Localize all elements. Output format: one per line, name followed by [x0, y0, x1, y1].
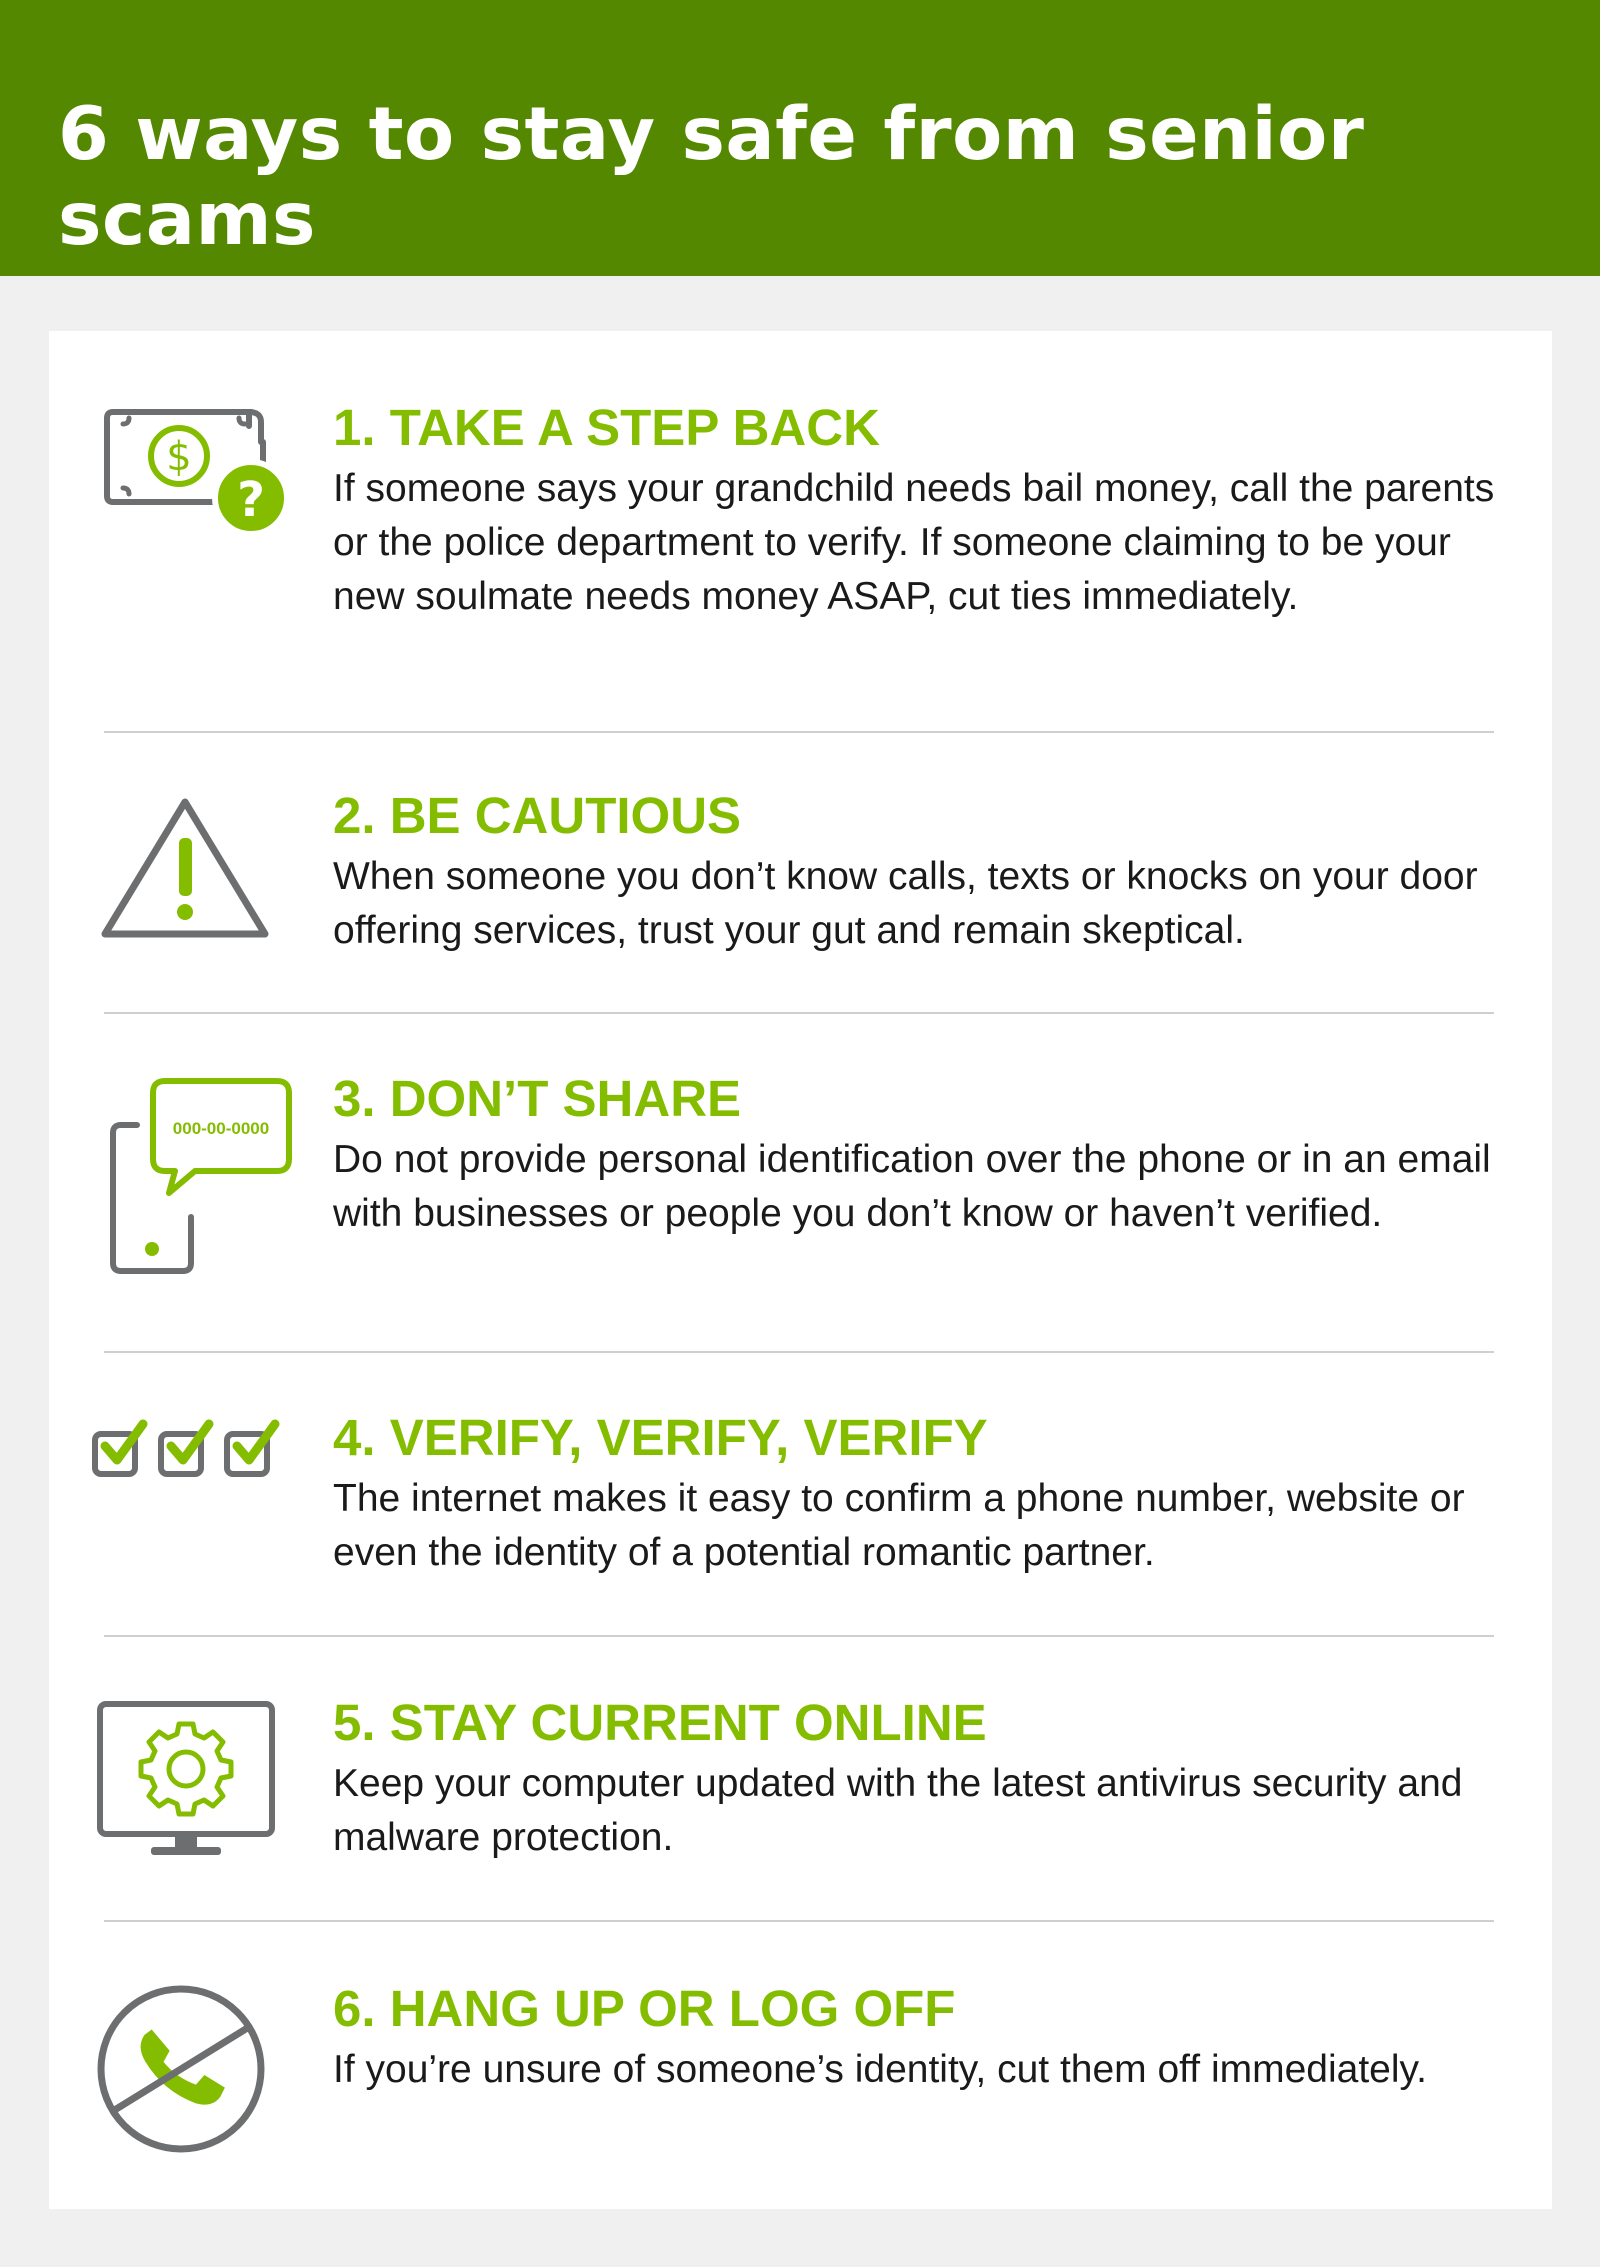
tip-heading: 5. STAY CURRENT ONLINE [333, 1694, 987, 1751]
divider [104, 1351, 1494, 1353]
tip-heading: 2. BE CAUTIOUS [333, 787, 742, 844]
divider [104, 731, 1494, 733]
tip-body: If someone says your grandchild needs bail money, call the parents or the police department to verify. If someone claiming to be your new soulmate needs money ASAP, cut ties immediately. [333, 467, 1495, 618]
svg-text:?: ? [237, 472, 265, 528]
ssn-text: 000-00-0000 [172, 1119, 270, 1138]
no-phone-icon [95, 1983, 275, 2163]
tip-text-2 [333, 786, 1533, 958]
monitor-gear-icon [95, 1699, 285, 1859]
checkboxes-icon [91, 1416, 301, 1486]
divider [104, 1920, 1494, 1922]
title-banner [0, 0, 1600, 276]
tip-text-6 [333, 1979, 1533, 2097]
phone-message-icon [107, 1077, 307, 1277]
tip-heading: 4. VERIFY, VERIFY, VERIFY [333, 1409, 988, 1466]
tip-text-4 [333, 1408, 1533, 1580]
tip-body: The internet makes it easy to confirm a phone number, website or even the identity of a potential romantic partner. [333, 1477, 1465, 1574]
tip-heading: 1. TAKE A STEP BACK [333, 399, 880, 456]
money-question-icon [99, 402, 299, 542]
tip-text-3 [333, 1069, 1533, 1241]
tip-body: If you’re unsure of someone’s identity, cut them off immediately. [333, 2048, 1427, 2091]
divider [104, 1635, 1494, 1637]
tip-body: When someone you don’t know calls, texts or knocks on your door offering services, trust your gut and remain skeptical. [333, 855, 1478, 952]
warning-icon [99, 794, 279, 944]
tip-heading: 3. DON’T SHARE [333, 1070, 742, 1127]
tip-text-1 [333, 398, 1533, 624]
tip-heading: 6. HANG UP OR LOG OFF [333, 1980, 956, 2037]
page-title: 6 ways to stay safe from senior scams [58, 92, 1365, 262]
divider [104, 1012, 1494, 1014]
tips-card [49, 331, 1552, 2209]
tip-text-5 [333, 1693, 1533, 1865]
tip-body: Do not provide personal identification over the phone or in an email with businesses or people you don’t know or haven’t verified. [333, 1138, 1491, 1235]
tip-body: Keep your computer updated with the latest antivirus security and malware protection. [333, 1762, 1463, 1859]
svg-text:$: $ [166, 434, 192, 480]
